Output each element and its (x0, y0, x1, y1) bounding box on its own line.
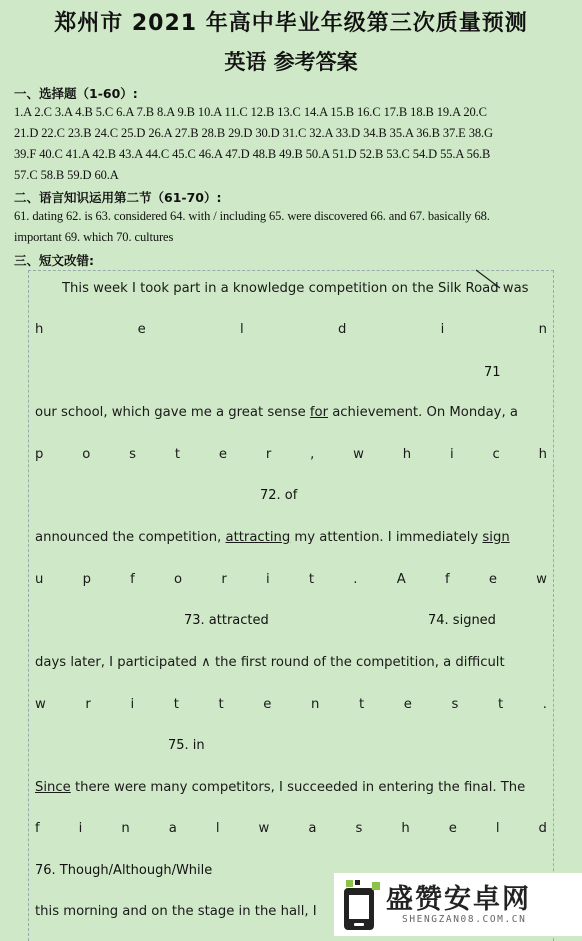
spread-letter: w (258, 821, 270, 836)
spread-letter: p (35, 447, 44, 462)
spread-letter: i (450, 447, 454, 462)
spread-letter: l (215, 821, 220, 836)
spread-letter: l (495, 821, 500, 836)
spread-letter: l (240, 322, 244, 337)
essay-box (28, 270, 554, 941)
spread-letter: u (35, 572, 44, 587)
spread-letter: t (173, 697, 179, 712)
spread-letter: n (121, 821, 130, 836)
answer-line: 39.F 40.C 41.A 42.B 43.A 44.C 45.C 46.A 47.D 48.B 49.B 50.A 51.D 52.B 53.C 54.D 55.A 56.B (14, 147, 491, 161)
spread-letter: i (78, 821, 83, 836)
spread-letter: n (538, 322, 547, 337)
marked-word: Since (35, 780, 71, 795)
spread-letter: s (451, 697, 459, 712)
text: our school, which gave me a great sense (35, 405, 310, 420)
spread-letter: , (310, 447, 315, 462)
spread-letter: w (536, 572, 547, 587)
spread-letter: o (82, 447, 91, 462)
logo-url: SHENGZAN08.COM.CN (402, 914, 527, 925)
spread-letter: a (308, 821, 317, 836)
spread-letter: t (174, 447, 181, 462)
spread-letter: e (263, 697, 272, 712)
spread-letter: . (353, 572, 358, 587)
essay-line-3 (35, 405, 547, 420)
spread-letter: c (492, 447, 500, 462)
spread-letter: e (137, 322, 146, 337)
logo-text: 盛赞安卓网 (386, 884, 531, 915)
site-logo (334, 873, 582, 936)
essay-line-4 (35, 447, 547, 462)
essay-line-10 (35, 821, 547, 836)
correction-74: 74. signed (428, 613, 496, 628)
page-subtitle: 英语 参考答案 (224, 50, 358, 74)
spread-letter: e (403, 697, 412, 712)
spread-letter: e (448, 821, 457, 836)
phone-icon (342, 878, 382, 932)
spread-letter: t (358, 697, 365, 712)
spread-letter: t (218, 697, 224, 712)
essay-line-7: days later, I participated ∧ the first round of the competition, a difficult (35, 655, 505, 670)
spread-letter: i (265, 572, 270, 587)
spread-letter: e (218, 447, 227, 462)
spread-letter: h (538, 447, 547, 462)
answer-line: 57.C 58.B 59.D 60.A (14, 168, 119, 182)
text: announced the competition, (35, 530, 226, 545)
spread-letter: n (311, 697, 320, 712)
text: there were many competitors, I succeeded in entering the final. The (70, 780, 526, 795)
text: my attention. I immediately (290, 530, 483, 545)
correction-72: 72. of (260, 488, 298, 503)
section1-heading: 一、选择题（1-60）: (14, 86, 138, 101)
marked-word: attracting (225, 530, 291, 545)
essay-line-6 (35, 572, 547, 587)
spread-letter: f (35, 821, 40, 836)
spread-letter: h (401, 821, 410, 836)
marked-word: sign (482, 530, 510, 545)
spread-letter: r (221, 572, 227, 587)
spread-letter: h (402, 447, 412, 462)
spread-letter: f (444, 572, 450, 587)
spread-letter: s (355, 821, 363, 836)
section3-heading: 三、短文改错: (14, 253, 94, 268)
correction-75: 75. in (168, 738, 205, 753)
answer-line: 21.D 22.C 23.B 24.C 25.D 26.A 27.B 28.B 29.D 30.D 31.C 32.A 33.D 34.B 35.A 36.B 37.E 38.G (14, 126, 493, 140)
spread-letter: i (130, 697, 135, 712)
spread-letter: r (85, 697, 91, 712)
answer-line: 1.A 2.C 3.A 4.B 5.C 6.A 7.B 8.A 9.B 10.A 11.C 12.B 13.C 14.A 15.B 16.C 17.B 18.B 19.A 20.C (14, 105, 487, 119)
spread-letter: f (130, 572, 135, 587)
spread-letter: i (440, 322, 445, 337)
essay-line-2 (35, 322, 547, 337)
spread-letter: e (488, 572, 497, 587)
spread-letter: h (35, 322, 44, 337)
spread-letter: d (338, 322, 347, 337)
essay-line-1: This week I took part in a knowledge competition on the Silk Road was (62, 281, 529, 296)
answer-line: important 69. which 70. cultures (14, 230, 174, 244)
answer-line: 61. dating 62. is 63. considered 64. with / including 65. were discovered 66. and 67. basically 68. (14, 209, 490, 223)
essay-line-11: this morning and on the stage in the hall, I (35, 904, 317, 919)
spread-letter: d (538, 821, 547, 836)
marked-word: for (309, 405, 329, 420)
spread-letter: t (497, 697, 504, 712)
correction-71: 71 (484, 365, 501, 380)
correction-76: 76. Though/Although/While (35, 863, 213, 878)
spread-letter: t (308, 572, 315, 587)
spread-letter: s (129, 447, 137, 462)
spread-letter: a (168, 821, 177, 836)
essay-line-9 (35, 780, 547, 795)
essay-line-5 (35, 530, 547, 545)
section2-heading: 二、语言知识运用第二节（61-70）: (14, 190, 222, 205)
text: achievement. On Monday, a (328, 405, 518, 420)
spread-letter: w (35, 697, 46, 712)
spread-letter: p (82, 572, 91, 587)
spread-letter: A (396, 572, 406, 587)
spread-letter: w (353, 447, 364, 462)
correction-73: 73. attracted (184, 613, 269, 628)
spread-letter: . (542, 697, 547, 712)
spread-letter: r (265, 447, 272, 462)
essay-line-8 (35, 697, 547, 712)
page-title: 郑州市 2021 年高中毕业年级第三次质量预测 (54, 11, 528, 36)
spread-letter: o (174, 572, 183, 587)
